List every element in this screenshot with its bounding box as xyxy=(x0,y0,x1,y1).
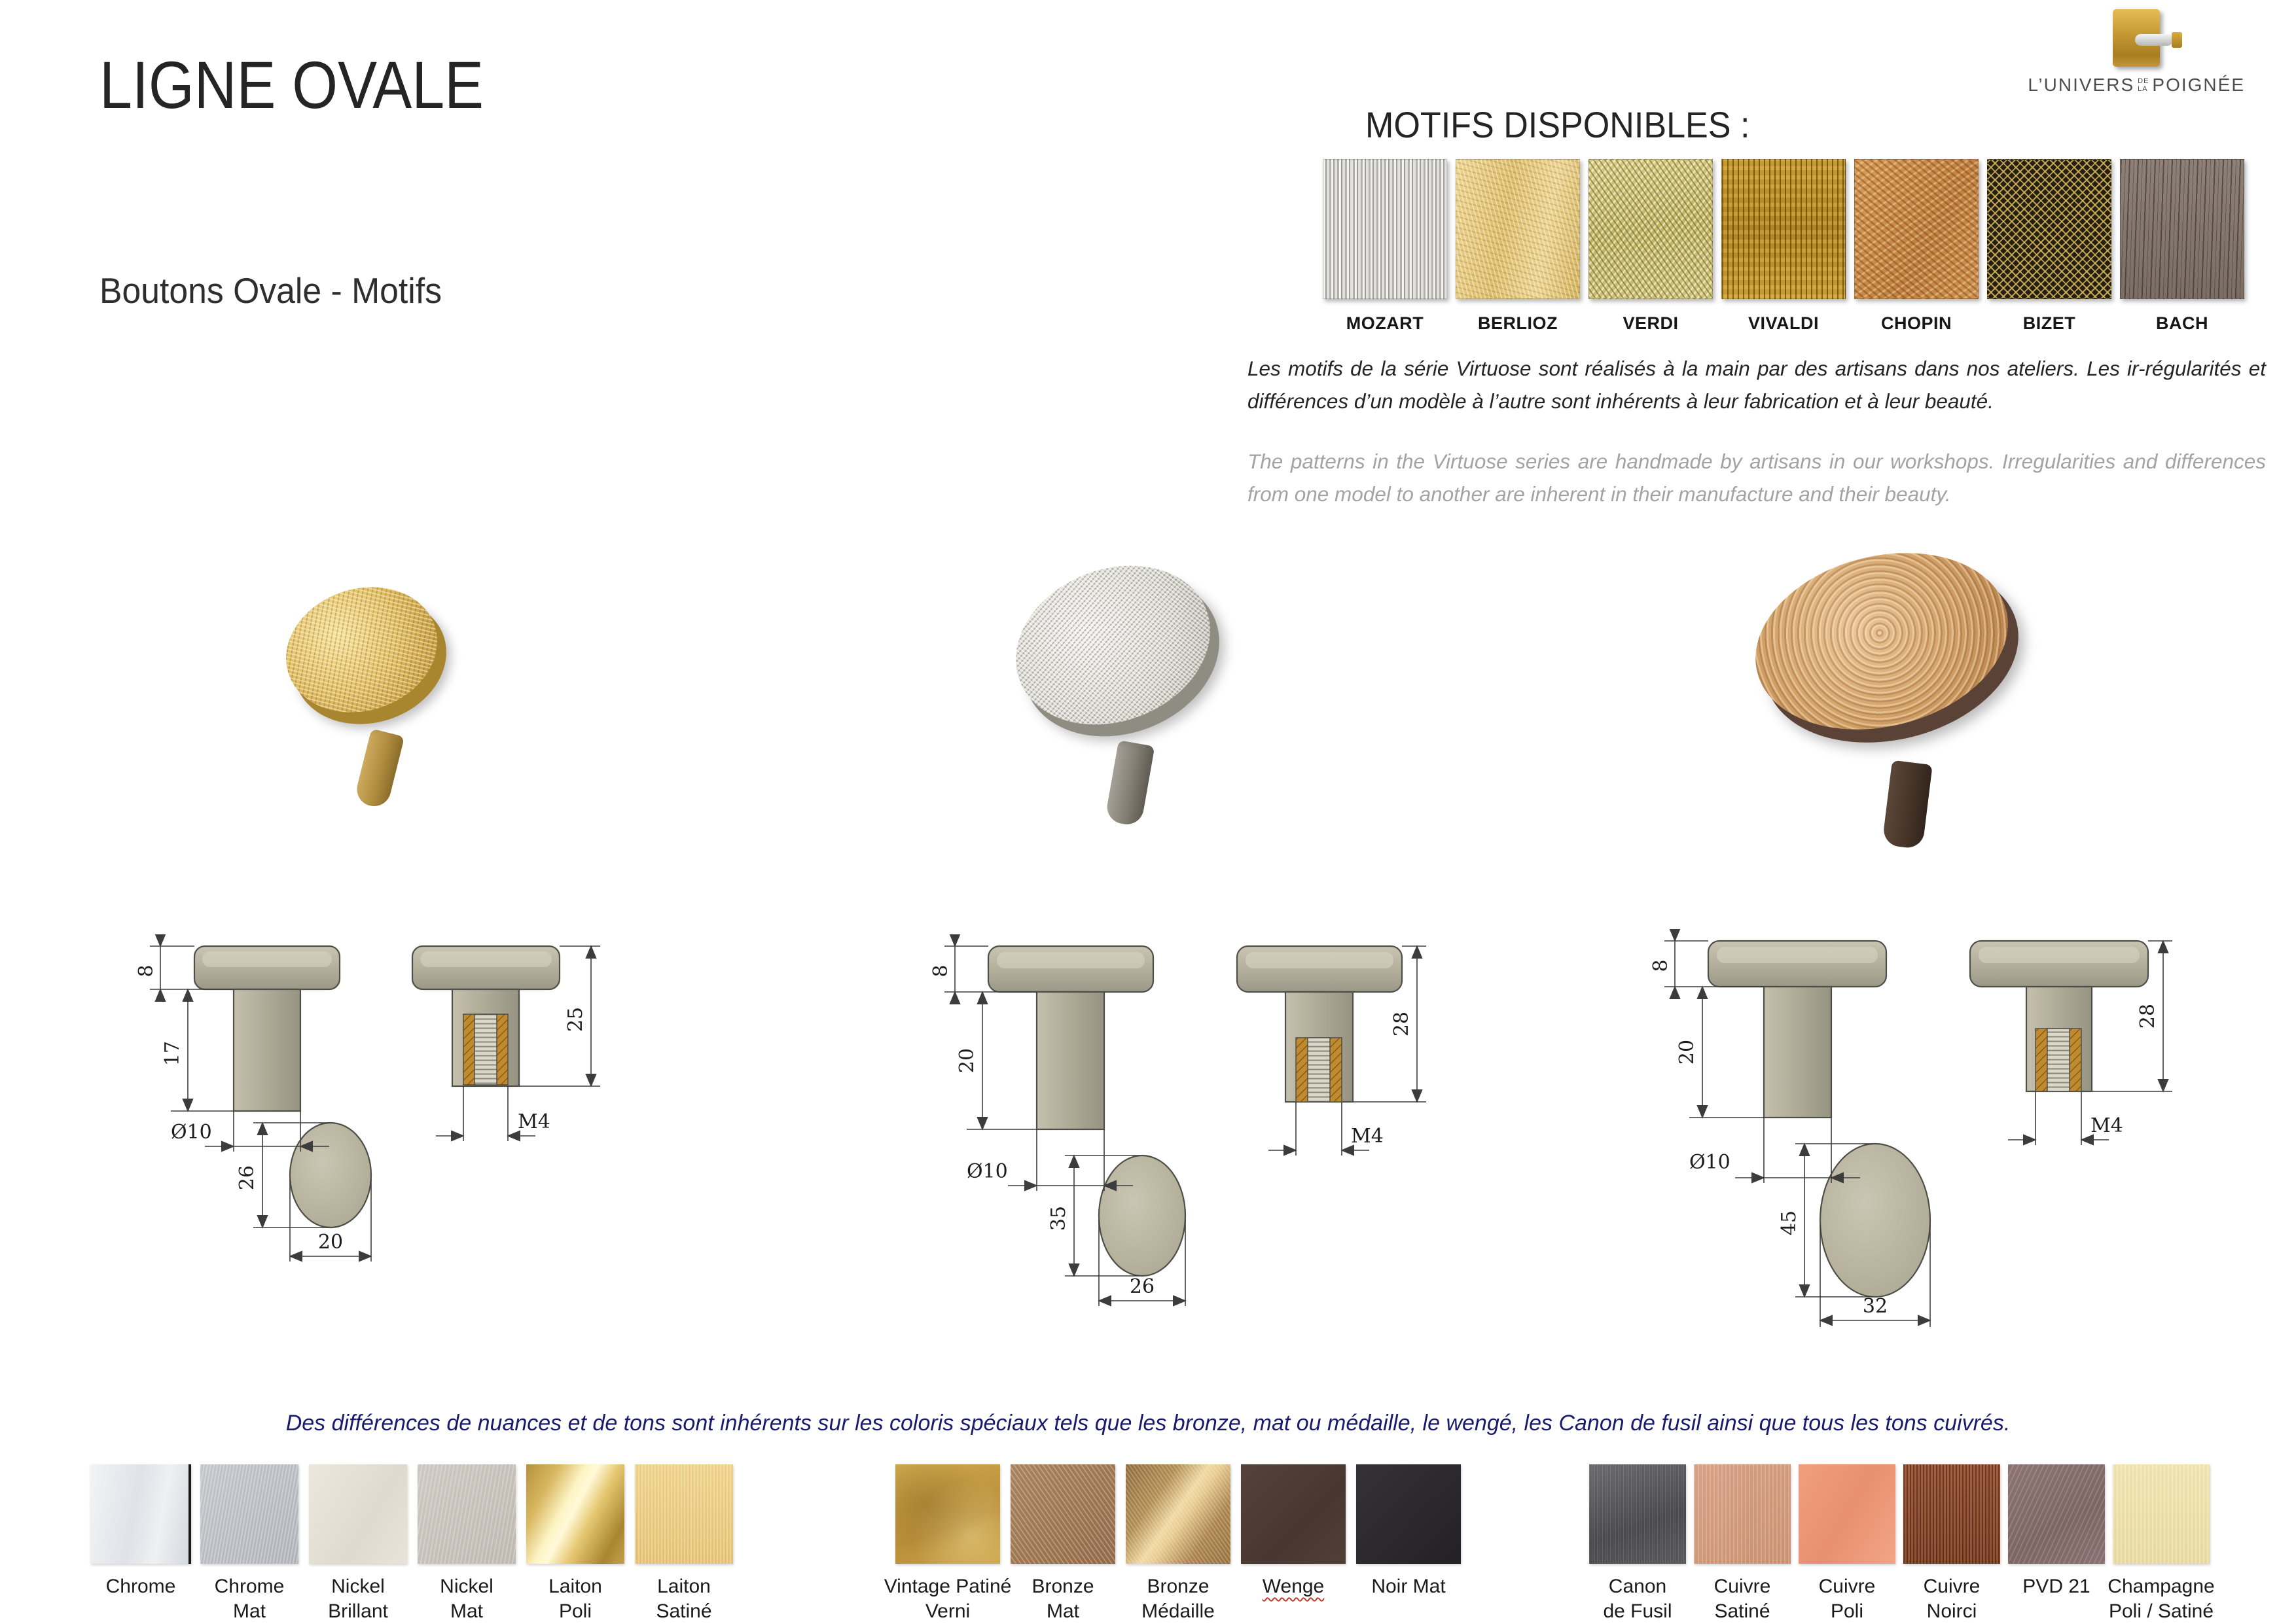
motif-swatch-bizet xyxy=(1987,159,2111,299)
finish-swatch-laiton-poli xyxy=(526,1464,624,1564)
tech-drawing-small xyxy=(134,934,632,1281)
motif-swatch-verdi xyxy=(1588,159,1713,299)
dim-oval-width: 20 xyxy=(317,1231,344,1254)
finish-label: Laiton Poli xyxy=(548,1576,602,1622)
finish-swatch-chrome-mat xyxy=(200,1464,298,1564)
brand-logo-text xyxy=(2028,75,2245,96)
finish-item-wenge xyxy=(1241,1464,1346,1624)
finish-item-chrome xyxy=(92,1464,190,1624)
finish-label: Laiton Satiné xyxy=(656,1576,712,1622)
finish-swatch-cuivre-poli xyxy=(1799,1464,1895,1564)
finish-swatch-vintage xyxy=(895,1464,1000,1564)
dim-stem-diameter: Ø10 xyxy=(967,1160,1008,1183)
dim-stem-length: 17 xyxy=(161,1040,184,1067)
finish-item-noir-mat xyxy=(1356,1464,1461,1624)
finish-label: Cuivre Poli xyxy=(1818,1576,1876,1622)
knob-photo-bronze xyxy=(1738,537,2045,864)
finish-item-laiton-poli xyxy=(526,1464,624,1624)
motif-item-vivaldi xyxy=(1722,159,1845,334)
dim-oval-height: 35 xyxy=(1047,1205,1070,1231)
finish-swatch-chrome xyxy=(90,1464,191,1564)
finish-item-champagne xyxy=(2108,1464,2215,1624)
finish-swatch-pvd21 xyxy=(2008,1464,2105,1564)
dim-head-height: 8 xyxy=(1649,959,1672,972)
motif-item-verdi xyxy=(1589,159,1712,334)
finish-group-special xyxy=(884,1464,1461,1624)
brand-logo xyxy=(2028,9,2245,96)
motif-swatch-row xyxy=(1323,159,2244,334)
knob-views xyxy=(1708,941,2148,1297)
finish-swatch-wenge xyxy=(1241,1464,1346,1564)
dim-oval-width: 26 xyxy=(1129,1275,1155,1298)
motif-swatch-chopin xyxy=(1854,159,1979,299)
motif-label: VERDI xyxy=(1623,313,1679,333)
finish-swatch-nickel-mat xyxy=(418,1464,516,1564)
handle-nub-icon xyxy=(2172,32,2182,48)
knob-face xyxy=(1736,527,2026,754)
finish-label: Canon de Fusil xyxy=(1603,1576,1672,1622)
finish-swatch-bronze-medaille xyxy=(1126,1464,1230,1564)
knob-stem xyxy=(353,728,404,809)
intro-paragraph-french: Les motifs de la série Virtuose sont réalisés à la main par des artisans dans nos ateliers. Les ir-régularités et différences d’un modèle à l’autre sont inhérents à leur fabrication et à leur beauté. xyxy=(1247,357,2266,414)
finish-item-nickel-brillant xyxy=(309,1464,407,1624)
logo-small-words: DE LA xyxy=(2138,77,2149,93)
dim-thread: M4 xyxy=(518,1110,550,1133)
dim-stem-length: 20 xyxy=(1676,1039,1698,1065)
motif-label: MOZART xyxy=(1346,313,1424,333)
dim-head-height: 8 xyxy=(135,964,158,978)
finish-swatch-champagne xyxy=(2113,1464,2210,1564)
tech-drawing-medium xyxy=(926,934,1450,1327)
dim-total-height: 25 xyxy=(564,1006,587,1033)
finish-label: Vintage Patiné Verni xyxy=(884,1576,1012,1622)
finish-label: Nickel Mat xyxy=(440,1576,493,1622)
finish-item-vintage xyxy=(884,1464,1012,1624)
motif-label: BIZET xyxy=(2022,313,2076,333)
motif-item-chopin xyxy=(1855,159,1978,334)
finish-label: Wenge xyxy=(1262,1576,1325,1597)
knob-photo-nickel xyxy=(1001,550,1237,831)
knob-face xyxy=(993,538,1234,752)
finish-item-pvd21 xyxy=(2008,1464,2105,1624)
motif-swatch-berlioz xyxy=(1456,159,1580,299)
dim-head-height: 8 xyxy=(929,964,952,978)
tech-drawing-large xyxy=(1646,929,2189,1335)
knob-photo-gold xyxy=(272,569,468,831)
dim-stem-diameter: Ø10 xyxy=(171,1121,212,1144)
dim-thread: M4 xyxy=(2090,1114,2123,1137)
finish-group-copper xyxy=(1589,1464,2215,1624)
finish-swatch-nickel-brillant xyxy=(309,1464,407,1564)
motif-item-berlioz xyxy=(1456,159,1579,334)
finishes-note: Des différences de nuances et de tons sont inhérents sur les coloris spéciaux tels que les bronze, mat ou médaille, le wengé, les Canon de fusil ainsi que tous les tons cuivrés. xyxy=(285,1411,2011,1436)
dim-stem-length: 20 xyxy=(956,1048,978,1074)
dim-oval-height: 26 xyxy=(236,1165,259,1191)
finish-item-canon xyxy=(1589,1464,1686,1624)
finish-label: Noir Mat xyxy=(1371,1576,1446,1597)
intro-paragraph-english: The patterns in the Virtuose series are handmade by artisans in our workshops. Irregularities and differences from one model to another are inherent in their manufacture and their beauty. xyxy=(1247,450,2266,506)
finish-item-cuivre-noirci xyxy=(1903,1464,2000,1624)
dim-total-height: 28 xyxy=(1390,1011,1413,1037)
motif-item-bach xyxy=(2121,159,2244,334)
logo-word-2: POIGNÉE xyxy=(2152,75,2245,95)
motif-label: BERLIOZ xyxy=(1478,313,1558,333)
finish-label: Chrome xyxy=(105,1576,176,1597)
dim-total-height: 28 xyxy=(2136,1003,2159,1029)
motif-swatch-mozart xyxy=(1323,159,1447,299)
finish-swatch-canon xyxy=(1589,1464,1686,1564)
finish-item-chrome-mat xyxy=(200,1464,298,1624)
dim-thread: M4 xyxy=(1351,1125,1384,1148)
finish-item-laiton-satine xyxy=(635,1464,733,1624)
finish-item-bronze-medaille xyxy=(1126,1464,1230,1624)
finish-group-standard xyxy=(92,1464,733,1624)
motif-label: CHOPIN xyxy=(1880,313,1952,333)
handle-icon xyxy=(2135,34,2173,46)
knob-stem xyxy=(1105,740,1155,827)
motif-item-mozart xyxy=(1323,159,1446,334)
finish-label: Champagne Poli / Satiné xyxy=(2108,1576,2215,1622)
finish-item-nickel-mat xyxy=(418,1464,516,1624)
brand-logo-icon xyxy=(2113,9,2160,67)
finish-swatch-laiton-satine xyxy=(635,1464,733,1564)
dim-oval-height: 45 xyxy=(1778,1210,1801,1236)
finish-item-cuivre-poli xyxy=(1799,1464,1895,1624)
motif-label: BACH xyxy=(2156,313,2208,333)
knob-stem xyxy=(1882,760,1932,850)
finish-item-cuivre-satine xyxy=(1694,1464,1791,1624)
motifs-heading: MOTIFS DISPONIBLES : xyxy=(1365,104,1750,145)
dim-oval-width: 32 xyxy=(1862,1295,1888,1318)
finish-label: PVD 21 xyxy=(2022,1576,2090,1597)
finish-item-bronze-mat xyxy=(1011,1464,1115,1624)
finish-label: Nickel Brillant xyxy=(328,1576,388,1622)
motif-item-bizet xyxy=(1988,159,2111,334)
finish-label: Bronze Médaille xyxy=(1141,1576,1215,1622)
finish-swatch-bronze-mat xyxy=(1011,1464,1115,1564)
knob-face xyxy=(270,568,454,732)
finish-swatch-noir-mat xyxy=(1356,1464,1461,1564)
finish-label: Cuivre Noirci xyxy=(1923,1576,1981,1622)
finish-label: Cuivre Satiné xyxy=(1713,1576,1771,1622)
page-title: LIGNE OVALE xyxy=(99,48,484,122)
finish-swatch-cuivre-noirci xyxy=(1903,1464,2000,1564)
dim-stem-diameter: Ø10 xyxy=(1689,1151,1731,1174)
logo-word-1: L’UNIVERS xyxy=(2028,75,2135,95)
motif-swatch-vivaldi xyxy=(1721,159,1846,299)
finish-swatch-cuivre-satine xyxy=(1694,1464,1791,1564)
page-subtitle: Boutons Ovale - Motifs xyxy=(99,270,442,311)
motif-label: VIVALDI xyxy=(1748,313,1819,333)
motif-swatch-bach xyxy=(2120,159,2244,299)
finish-label: Chrome Mat xyxy=(214,1576,285,1622)
finish-label: Bronze Mat xyxy=(1031,1576,1094,1622)
